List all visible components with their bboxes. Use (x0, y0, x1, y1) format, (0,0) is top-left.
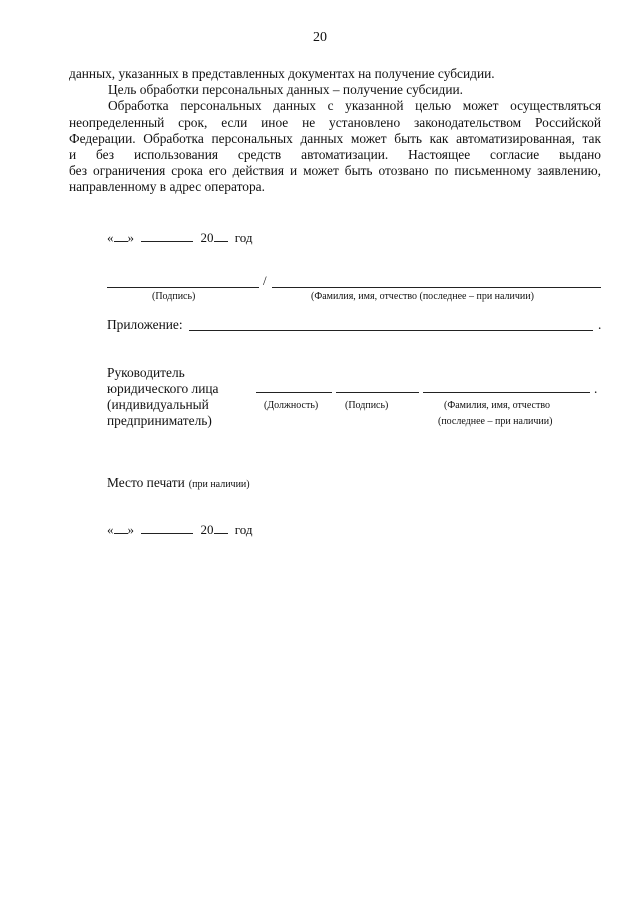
head-label-line: предприниматель) (107, 413, 212, 428)
text-line: неопределенный срок, если иное не установлено законодательством Российской (69, 114, 601, 130)
attachment-line[interactable] (189, 330, 593, 331)
head-fio-line[interactable] (423, 392, 590, 393)
head-label-line: юридического лица (107, 381, 219, 396)
text-line: и без использования средств автоматизации. Настоящее согласие выдано (69, 147, 601, 163)
attachment-label: Приложение: (107, 317, 183, 332)
stamp-label: Место печати (107, 475, 185, 490)
head-fio-caption: (последнее – при наличии) (438, 416, 553, 427)
head-fio-caption: (Фамилия, имя, отчество (444, 400, 550, 411)
date-field-1: « » 20 год (107, 230, 253, 245)
head-signature-line[interactable] (336, 392, 419, 393)
position-caption: (Должность) (264, 400, 319, 411)
head-label-line: (индивидуальный (107, 397, 209, 412)
text-line: без ограничения срока его действия и может быть отозвано по письменному заявлению, (69, 163, 601, 179)
month-blank[interactable] (141, 521, 193, 534)
consent-text (69, 66, 601, 196)
year-blank[interactable] (214, 229, 228, 242)
text-line: данных, указанных в представленных документах на получение субсидии. (69, 66, 495, 81)
stamp-place (107, 474, 250, 492)
head-signature-caption: (Подпись) (345, 400, 389, 411)
signature-caption: (Подпись) (152, 291, 196, 302)
fio-caption: (Фамилия, имя, отчество (последнее – при наличии) (311, 291, 534, 302)
text-line: Обработка персональных данных с указанной целью может осуществляться (108, 98, 601, 114)
attachment-end-mark: . (598, 317, 602, 332)
signature-line[interactable] (107, 287, 259, 288)
year-blank[interactable] (214, 521, 228, 534)
text-line: направленному в адрес оператора. (69, 179, 265, 195)
text-line: Федерации. Обработка персональных данных может быть как автоматизированная, так (69, 130, 601, 146)
position-line[interactable] (256, 392, 332, 393)
head-label-line: Руководитель (107, 365, 185, 380)
slash: / (263, 273, 267, 288)
head-end-mark: . (594, 381, 598, 396)
day-blank[interactable] (114, 229, 128, 242)
day-blank[interactable] (114, 521, 128, 534)
text-line: Цель обработки персональных данных – получение субсидии. (108, 82, 464, 98)
stamp-note: (при наличии) (188, 479, 250, 490)
page-number: 20 (313, 30, 327, 45)
month-blank[interactable] (141, 229, 193, 242)
fio-line[interactable] (272, 287, 601, 288)
date-field-2: « » 20 год (107, 522, 253, 537)
